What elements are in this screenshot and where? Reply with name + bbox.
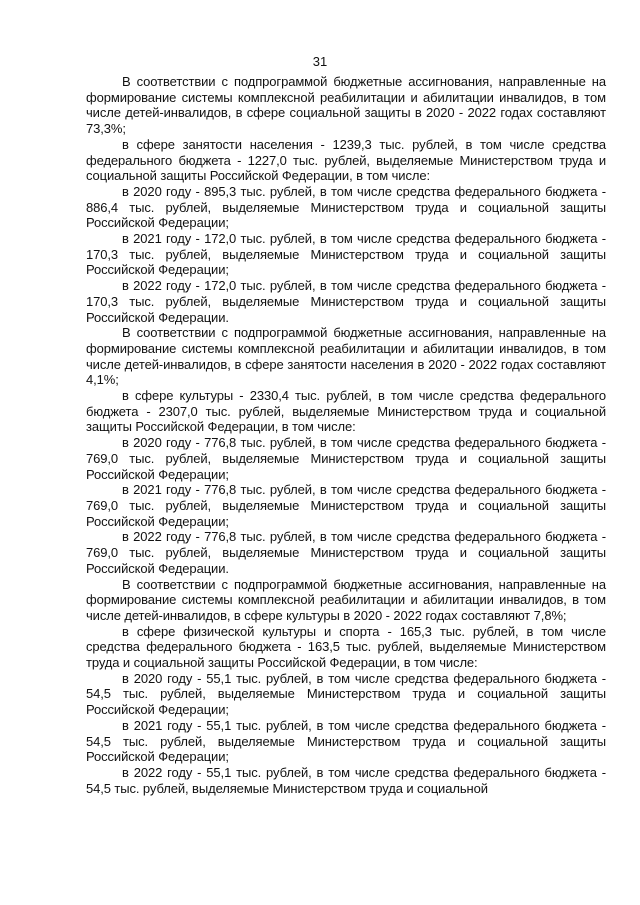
document-body — [86, 74, 606, 796]
page-number: 31 — [312, 54, 328, 69]
paragraph: в 2021 году - 776,8 тыс. рублей, в том числе средства федерального бюджета - 769,0 тыс. рублей, выделяемые Министерством труда и социальной защиты Российской Федерации; — [86, 482, 606, 529]
paragraph: В соответствии с подпрограммой бюджетные ассигнования, направленные на формирование системы комплексной реабилитации и абилитации инвалидов, в том числе детей-инвалидов, в сфере занятости населения в 2020 - 2022 годах составляют 4,1%; — [86, 325, 606, 388]
paragraph: в сфере занятости населения - 1239,3 тыс. рублей, в том числе средства федерального бюджета - 1227,0 тыс. рублей, выделяемые Министерством труда и социальной защиты Российской Федерации, в том числе: — [86, 136, 606, 184]
paragraph: в 2022 году - 776,8 тыс. рублей, в том числе средства федерального бюджета - 769,0 тыс. рублей, выделяемые Министерством труда и социальной защиты Российской Федерации. — [86, 529, 606, 576]
paragraph: В соответствии с подпрограммой бюджетные ассигнования, направленные на формирование системы комплексной реабилитации и абилитации инвалидов, в том числе детей-инвалидов, в сфере социальной защиты в 2020 - 2022 годах составляют 73,3%; — [86, 74, 606, 137]
paragraph: в 2020 году - 55,1 тыс. рублей, в том числе средства федерального бюджета - 54,5 тыс. рублей, выделяемые Министерством труда и социальной защиты Российской Федерации; — [86, 670, 606, 718]
paragraph: в 2020 году - 895,3 тыс. рублей, в том числе средства федерального бюджета - 886,4 тыс. рублей, выделяемые Министерством труда и социальной защиты Российской Федерации; — [86, 183, 606, 231]
paragraph: В соответствии с подпрограммой бюджетные ассигнования, направленные на формирование системы комплексной реабилитации и абилитации инвалидов, в том числе детей-инвалидов, в сфере культуры в 2020 - 2022 годах составляют 7,8%; — [86, 576, 606, 623]
paragraph: в 2022 году - 55,1 тыс. рублей, в том числе средства федерального бюджета - 54,5 тыс. рублей, выделяемые Министерством труда и социальной — [86, 764, 606, 796]
paragraph: в 2022 году - 172,0 тыс. рублей, в том числе средства федерального бюджета - 170,3 тыс. рублей, выделяемые Министерством труда и социальной защиты Российской Федерации. — [86, 278, 606, 325]
paragraph: в 2020 году - 776,8 тыс. рублей, в том числе средства федерального бюджета - 769,0 тыс. рублей, выделяемые Министерством труда и социальной защиты Российской Федерации; — [86, 435, 606, 482]
paragraph: в 2021 году - 172,0 тыс. рублей, в том числе средства федерального бюджета - 170,3 тыс. рублей, выделяемые Министерством труда и социальной защиты Российской Федерации; — [86, 231, 606, 278]
paragraph: в сфере культуры - 2330,4 тыс. рублей, в том числе средства федерального бюджета - 2307,0 тыс. рублей, выделяемые Министерством труда и социальной защиты Российской Федерации, в том числе: — [86, 388, 606, 435]
paragraph: в 2021 году - 55,1 тыс. рублей, в том числе средства федерального бюджета - 54,5 тыс. рублей, выделяемые Министерством труда и социальной защиты Российской Федерации; — [86, 717, 606, 765]
paragraph: в сфере физической культуры и спорта - 165,3 тыс. рублей, в том числе средства федерального бюджета - 163,5 тыс. рублей, выделяемые Министерством труда и социальной защиты Российской Федерации, в том числе: — [86, 623, 606, 671]
